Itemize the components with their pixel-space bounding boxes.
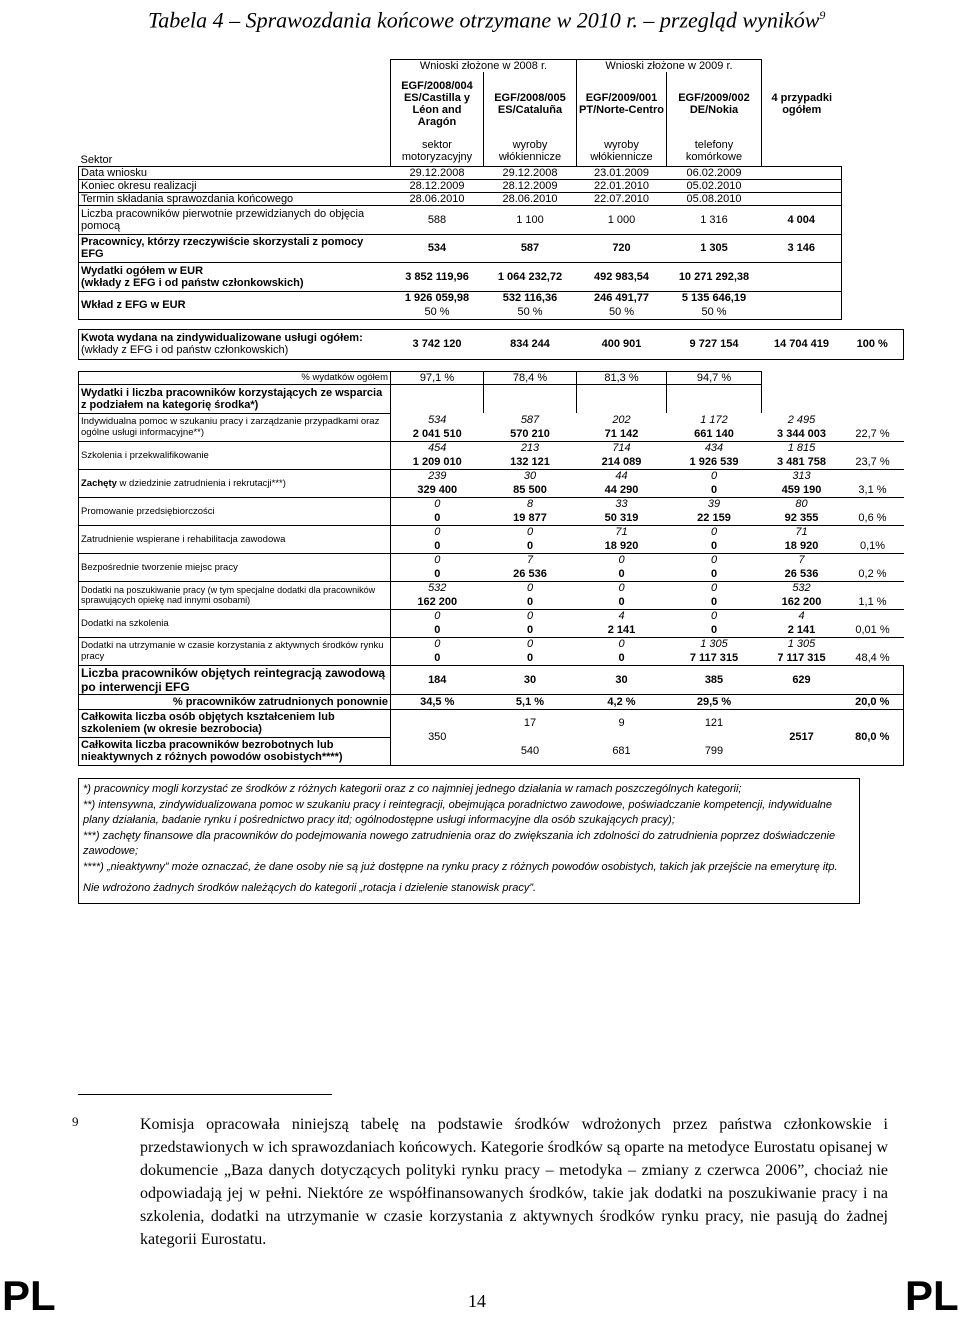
category-workers: 0 bbox=[526, 610, 534, 623]
group-2008: Wnioski złożone w 2008 r. bbox=[391, 60, 577, 73]
category-amount: 661 140 bbox=[667, 427, 762, 441]
reintegrated-total: 629 bbox=[762, 665, 842, 694]
merged-pct: 80,0 % bbox=[842, 709, 904, 765]
inactive-value: 540 bbox=[484, 737, 577, 765]
category-row bbox=[79, 525, 904, 539]
category-amount: 214 089 bbox=[577, 455, 667, 469]
spent-label-line2: (wkłady z EFG i od państw członkowskich) bbox=[81, 344, 289, 356]
category-pct: 3,1 % bbox=[842, 483, 904, 497]
note-text: „nieaktywny” może oznaczać, że dane osoby nie są już dostępne na rynku pracy z różnych powodów osobistych, takich jak przejście na emeryturę itp. bbox=[103, 860, 838, 873]
date-value: 06.02.2009 bbox=[667, 166, 762, 179]
category-amount-total: 3 344 003 bbox=[762, 427, 842, 441]
category-workers: 0 bbox=[618, 582, 625, 595]
category-amount: 0 bbox=[484, 623, 577, 637]
category-amount: 0 bbox=[484, 595, 577, 609]
category-label: Promowanie przedsiębiorczości bbox=[79, 497, 391, 525]
inactive-value: 799 bbox=[667, 737, 762, 765]
category-amount: 1 926 539 bbox=[667, 455, 762, 469]
category-amount: 329 400 bbox=[391, 483, 484, 497]
sector-4: telefony komórkowe bbox=[667, 136, 762, 166]
category-label: Dodatki na szkolenia bbox=[79, 609, 391, 637]
reintegrated-pct-value: 5,1 % bbox=[484, 694, 577, 709]
egf-value: 1 926 059,98 bbox=[404, 292, 470, 305]
category-label: Dodatki na poszukiwanie pracy (w tym specjalne dodatki dla pracowników sprawujących opiekę nad innymi osobami) bbox=[79, 581, 391, 609]
date-value: 23.01.2009 bbox=[577, 166, 667, 179]
note-text: zachęty finansowe dla pracowników do podejmowania nowego zatrudnienia oraz do zwiększania ich zdolności do zatrudnienia poprzez doświadczenie zawodowe; bbox=[83, 829, 836, 857]
reintegrated-value: 30 bbox=[577, 665, 667, 694]
sector-1: sektor motoryzacyjny bbox=[391, 136, 484, 166]
date-label: Termin składania sprawozdania końcowego bbox=[79, 192, 391, 205]
date-value: 05.02.2010 bbox=[667, 179, 762, 192]
category-workers: 44 bbox=[615, 470, 628, 483]
category-workers: 0 bbox=[710, 470, 718, 483]
spent-pct-value: 94,7 % bbox=[667, 371, 762, 384]
note-mark: *) bbox=[83, 783, 91, 795]
category-row bbox=[79, 469, 904, 483]
category-amount: 0 bbox=[391, 539, 484, 553]
category-amount: 0 bbox=[667, 539, 762, 553]
category-amount-total: 162 200 bbox=[762, 595, 842, 609]
egf-pct: 50 % bbox=[391, 305, 484, 319]
case-3: EGF/2009/001 PT/Norte-Centro bbox=[577, 72, 667, 136]
egf-value: 246 491,77 bbox=[593, 292, 650, 305]
category-label: Zatrudnienie wspierane i rehabilitacja zawodowa bbox=[79, 525, 391, 553]
category-workers: 434 bbox=[704, 442, 724, 455]
category-amount: 44 290 bbox=[577, 483, 667, 497]
category-amount: 18 920 bbox=[577, 539, 667, 553]
category-workers-total: 2 495 bbox=[787, 414, 816, 426]
category-pct: 0,2 % bbox=[842, 567, 904, 581]
note bbox=[83, 798, 855, 829]
breakdown-title: Wydatki i liczba pracowników korzystających ze wsparcia z podziałem na kategorię środka*) bbox=[79, 384, 391, 413]
training-row bbox=[79, 709, 904, 737]
note bbox=[83, 829, 855, 860]
reintegrated-pct-label: % pracowników zatrudnionych ponownie bbox=[79, 694, 391, 709]
category-amount-total: 2 141 bbox=[762, 623, 842, 637]
category-workers: 71 bbox=[615, 526, 628, 539]
category-amount: 85 500 bbox=[484, 483, 577, 497]
category-pct: 0,6 % bbox=[842, 511, 904, 525]
reintegrated-pct-row bbox=[79, 694, 904, 709]
category-workers-total: 1 815 bbox=[787, 442, 816, 455]
sector-row bbox=[79, 136, 904, 166]
date-value: 22.01.2010 bbox=[577, 179, 667, 192]
expenses-label-line2: (wkłady z EFG i od państw członkowskich) bbox=[81, 276, 304, 289]
page-number: 14 bbox=[468, 1291, 486, 1311]
category-amount: 0 bbox=[484, 539, 577, 553]
date-value: 29.12.2008 bbox=[391, 166, 484, 179]
category-workers: 0 bbox=[710, 582, 718, 595]
category-amount: 19 877 bbox=[484, 511, 577, 525]
category-label: Dodatki na utrzymanie w czasie korzystania z aktywnych środków rynku pracy bbox=[79, 637, 391, 665]
spent-value: 3 742 120 bbox=[391, 329, 484, 359]
used-value: 587 bbox=[484, 234, 577, 262]
date-row bbox=[79, 192, 904, 205]
category-workers: 0 bbox=[710, 610, 718, 623]
planned-value: 588 bbox=[391, 205, 484, 234]
planned-row bbox=[79, 205, 904, 234]
case-1: EGF/2008/004 ES/Castilla y Léon and Aragón bbox=[391, 72, 484, 136]
category-workers: 0 bbox=[434, 526, 441, 539]
expenses-value: 1 064 232,72 bbox=[484, 262, 577, 291]
category-pct: 1,1 % bbox=[842, 595, 904, 609]
category-workers-total: 80 bbox=[795, 498, 808, 511]
category-workers: 587 bbox=[520, 414, 540, 426]
spent-value: 400 901 bbox=[577, 329, 667, 359]
category-workers: 39 bbox=[707, 498, 721, 511]
category-amount: 0 bbox=[667, 595, 762, 609]
group-2009: Wnioski złożone w 2009 r. bbox=[577, 60, 762, 73]
header-groups-row bbox=[79, 60, 904, 73]
training-value: 17 bbox=[523, 717, 537, 730]
spent-pct: 100 % bbox=[842, 329, 904, 359]
footnote-divider bbox=[78, 1094, 332, 1095]
category-amount: 71 142 bbox=[577, 427, 667, 441]
category-workers: 0 bbox=[710, 554, 718, 567]
category-workers: 0 bbox=[618, 554, 625, 567]
planned-label: Liczba pracowników pierwotnie przewidzianych do objęcia pomocą bbox=[79, 205, 391, 234]
spent-row bbox=[79, 329, 904, 359]
date-value: 29.12.2008 bbox=[484, 166, 577, 179]
category-label: Szkolenia i przekwalifikowanie bbox=[79, 441, 391, 469]
date-row bbox=[79, 166, 904, 179]
category-amount: 22 159 bbox=[667, 511, 762, 525]
breakdown-title-row bbox=[79, 384, 904, 413]
category-pct: 23,7 % bbox=[842, 455, 904, 469]
category-label: Indywidualna pomoc w szukaniu pracy i zarządzanie przypadkami oraz ogólne usługi informacyjne**) bbox=[79, 413, 391, 441]
reintegrated-pct-value: 29,5 % bbox=[667, 694, 762, 709]
category-amount: 2 041 510 bbox=[391, 427, 484, 441]
category-row bbox=[79, 497, 904, 511]
egf-label: Wkład z EFG w EUR bbox=[79, 291, 391, 319]
category-workers: 454 bbox=[428, 442, 447, 455]
date-label: Data wniosku bbox=[79, 166, 391, 179]
note bbox=[83, 860, 855, 876]
category-amount: 0 bbox=[667, 623, 762, 637]
training-value: 9 bbox=[618, 717, 625, 730]
case-2: EGF/2008/005 ES/Cataluña bbox=[484, 72, 577, 136]
inactive-value: 681 bbox=[577, 737, 667, 765]
spent-label-line1: Kwota wydana na zindywidualizowane usługi ogółem: bbox=[81, 332, 363, 344]
reintegrated-pct-total: 20,0 % bbox=[842, 694, 904, 709]
category-amount: 0 bbox=[391, 567, 484, 581]
training-value: 121 bbox=[704, 717, 724, 730]
used-value: 1 305 bbox=[667, 234, 762, 262]
egf-row bbox=[79, 291, 904, 305]
training-label: Całkowita liczba osób objętych kształceniem lub szkoleniem (w okresie bezrobocia) bbox=[79, 709, 391, 737]
language-mark-right: PL bbox=[905, 1272, 959, 1319]
category-workers: 532 bbox=[428, 582, 447, 595]
category-amount: 0 bbox=[577, 651, 667, 665]
total-header: 4 przypadki ogółem bbox=[771, 92, 833, 116]
category-pct: 0,1% bbox=[842, 539, 904, 553]
category-amount: 162 200 bbox=[391, 595, 484, 609]
footnote-text: Komisja opracowała niniejszą tabelę na podstawie środków wdrożonych przez państwa członkowskie i przedstawionych w ich sprawozdaniach końcowych. Kategorie środków są oparte na metodyce Eurostatu opisanej w dokumencie „Baza danych dotyczących polityki rynku pracy – metodyka – zmiany z czerwca 2006”, chociaż nie odpowiadają jej w pełni. Niektóre ze współfinansowanych środków, takie jak dodatki na poszukiwanie pracy i na szkolenia, dodatki na utrzymanie w czasie korzystania z aktywnych środków rynku pracy, nie pasują do żadnej kategorii Eurostatu. bbox=[140, 1116, 888, 1248]
category-pct: 0,01 % bbox=[842, 623, 904, 637]
note bbox=[83, 782, 855, 798]
category-label bbox=[79, 469, 391, 497]
category-workers: 4 bbox=[618, 610, 625, 623]
language-mark-left: PL bbox=[2, 1272, 56, 1319]
date-value: 28.06.2010 bbox=[391, 192, 484, 205]
expenses-label-line1: Wydatki ogółem w EUR bbox=[81, 264, 204, 277]
egf-pct: 50 % bbox=[667, 305, 762, 319]
used-row bbox=[79, 234, 904, 262]
category-workers: 0 bbox=[434, 498, 441, 511]
expenses-value: 492 983,54 bbox=[577, 262, 667, 291]
spent-pct-value: 81,3 % bbox=[577, 371, 667, 384]
category-workers: 1 305 bbox=[700, 638, 728, 651]
expenses-label bbox=[79, 262, 391, 291]
category-workers: 0 bbox=[526, 582, 534, 595]
egf-pct: 50 % bbox=[484, 305, 577, 319]
category-workers: 534 bbox=[428, 414, 447, 426]
reintegrated-value: 30 bbox=[484, 665, 577, 694]
note-mark: ****) bbox=[83, 860, 104, 873]
category-amount: 0 bbox=[391, 511, 484, 525]
spent-total: 14 704 419 bbox=[762, 329, 842, 359]
category-workers: 0 bbox=[710, 526, 718, 539]
note-text: intensywna, zindywidualizowana pomoc w szukaniu pracy i reintegracji, obejmująca poradnictwo zawodowe, poświadczanie kompetencji, indywidualne plany działania, badanie rynku i pośrednictwo pracy itd; ogólnodostępne usługi informacyjne dla osób szukających pracy); bbox=[83, 798, 833, 826]
category-workers: 0 bbox=[434, 554, 441, 567]
egf-pct: 50 % bbox=[577, 305, 667, 319]
date-row bbox=[79, 179, 904, 192]
spent-pct-value: 97,1 % bbox=[391, 371, 484, 384]
category-workers: 8 bbox=[526, 498, 534, 511]
reintegrated-pct-value: 4,2 % bbox=[577, 694, 667, 709]
planned-total: 4 004 bbox=[762, 205, 842, 234]
reintegrated-value: 184 bbox=[391, 665, 484, 694]
category-amount: 26 536 bbox=[484, 567, 577, 581]
category-amount: 1 209 010 bbox=[391, 455, 484, 469]
header-cases-row bbox=[79, 72, 904, 136]
used-value: 720 bbox=[577, 234, 667, 262]
date-value: 28.06.2010 bbox=[484, 192, 577, 205]
category-amount: 7 117 315 bbox=[667, 651, 762, 665]
category-workers: 0 bbox=[618, 638, 625, 651]
category-amount: 132 121 bbox=[484, 455, 577, 469]
planned-value: 1 000 bbox=[577, 205, 667, 234]
merged-total: 2517 bbox=[762, 709, 842, 765]
spent-value: 834 244 bbox=[484, 329, 577, 359]
category-amount-total: 7 117 315 bbox=[762, 651, 842, 665]
table-notes bbox=[78, 778, 860, 904]
category-workers: 0 bbox=[434, 610, 441, 623]
category-amount: 2 141 bbox=[577, 623, 667, 637]
category-row bbox=[79, 413, 904, 427]
results-table bbox=[78, 59, 904, 766]
category-amount-total: 92 355 bbox=[762, 511, 842, 525]
used-total: 3 146 bbox=[762, 234, 842, 262]
spent-pct-row bbox=[79, 371, 904, 384]
category-amount-total: 3 481 758 bbox=[762, 455, 842, 469]
category-workers-total: 7 bbox=[798, 554, 805, 567]
sector-2: wyroby włókiennicze bbox=[484, 136, 577, 166]
category-pct: 22,7 % bbox=[842, 427, 904, 441]
category-amount: 0 bbox=[484, 651, 577, 665]
reintegrated-row bbox=[79, 665, 904, 694]
category-label: Bezpośrednie tworzenie miejsc pracy bbox=[79, 553, 391, 581]
category-workers-total: 532 bbox=[792, 582, 811, 595]
expenses-row bbox=[79, 262, 904, 291]
category-label-bold: Zachęty bbox=[81, 477, 117, 489]
category-workers-total: 1 305 bbox=[787, 638, 816, 651]
category-workers: 1 172 bbox=[700, 414, 728, 426]
category-amount: 0 bbox=[577, 595, 667, 609]
footnote-number: 9 bbox=[72, 1114, 79, 1129]
note-text: pracownicy mogli korzystać ze środków z różnych kategorii oraz z co najmniej jednego działania w ramach poszczególnych kategorii; bbox=[90, 783, 742, 795]
category-workers: 0 bbox=[526, 526, 534, 539]
category-amount-total: 18 920 bbox=[762, 539, 842, 553]
category-amount: 570 210 bbox=[484, 427, 577, 441]
reintegrated-label: Liczba pracowników objętych reintegracją zawodową po interwencji EFG bbox=[79, 665, 391, 694]
used-label: Pracownicy, którzy rzeczywiście skorzystali z pomocy EFG bbox=[79, 234, 391, 262]
egf-value: 5 135 646,19 bbox=[681, 292, 747, 305]
category-amount: 0 bbox=[391, 651, 484, 665]
category-amount: 0 bbox=[391, 623, 484, 637]
category-workers: 30 bbox=[523, 470, 537, 483]
spent-label bbox=[79, 329, 391, 359]
used-value: 534 bbox=[391, 234, 484, 262]
category-workers: 239 bbox=[428, 470, 447, 483]
category-workers: 7 bbox=[526, 554, 534, 567]
inactive-label: Całkowita liczba pracowników bezrobotnych lub nieaktywnych z różnych powodów osobistych****) bbox=[79, 737, 391, 765]
date-value: 22.07.2010 bbox=[577, 192, 667, 205]
sector-3: wyroby włókiennicze bbox=[577, 136, 667, 166]
planned-value: 1 100 bbox=[484, 205, 577, 234]
category-amount: 0 bbox=[667, 567, 762, 581]
sector-label: Sektor bbox=[80, 153, 113, 166]
reintegrated-value: 385 bbox=[667, 665, 762, 694]
note-mark: **) bbox=[83, 798, 96, 811]
category-label-rest: w dziedzinie zatrudnienia i rekrutacji***) bbox=[116, 477, 286, 489]
date-label: Koniec okresu realizacji bbox=[79, 179, 391, 192]
category-workers-total: 71 bbox=[795, 526, 808, 539]
category-row bbox=[79, 553, 904, 567]
category-workers: 202 bbox=[612, 414, 631, 426]
category-amount: 0 bbox=[577, 567, 667, 581]
category-workers-total: 313 bbox=[792, 470, 811, 483]
note-mark: ***) bbox=[83, 829, 100, 842]
category-workers: 0 bbox=[526, 638, 534, 651]
date-value: 28.12.2009 bbox=[391, 179, 484, 192]
spent-value: 9 727 154 bbox=[667, 329, 762, 359]
egf-value: 532 116,36 bbox=[502, 292, 558, 305]
category-amount-total: 26 536 bbox=[762, 567, 842, 581]
category-pct: 48,4 % bbox=[842, 651, 904, 665]
expenses-value: 3 852 119,96 bbox=[391, 262, 484, 291]
date-value: 05.08.2010 bbox=[667, 192, 762, 205]
category-row bbox=[79, 441, 904, 455]
merged-first: 350 bbox=[391, 709, 484, 765]
case-4: EGF/2009/002 DE/Nokia bbox=[667, 72, 762, 136]
category-workers: 33 bbox=[615, 498, 628, 511]
category-amount: 50 319 bbox=[577, 511, 667, 525]
spent-pct-label: % wydatków ogółem bbox=[79, 371, 391, 384]
category-workers: 714 bbox=[612, 442, 631, 455]
spent-pct-value: 78,4 % bbox=[484, 371, 577, 384]
reintegrated-pct-value: 34,5 % bbox=[391, 694, 484, 709]
category-amount-total: 459 190 bbox=[762, 483, 842, 497]
page-title: Tabela 4 – Sprawozdania końcowe otrzymane w 2010 r. – przegląd wyników$^9$ bbox=[148, 7, 826, 33]
category-row bbox=[79, 637, 904, 651]
category-row bbox=[79, 581, 904, 595]
category-workers: 213 bbox=[520, 442, 540, 455]
category-workers-total: 4 bbox=[798, 610, 805, 623]
category-row bbox=[79, 609, 904, 623]
planned-value: 1 316 bbox=[667, 205, 762, 234]
date-value: 28.12.2009 bbox=[484, 179, 577, 192]
category-amount: 0 bbox=[667, 483, 762, 497]
note-last: Nie wdrożono żadnych środków należących do kategorii „rotacja i dzielenie stanowisk pracy”. bbox=[83, 882, 537, 894]
category-workers: 0 bbox=[434, 638, 441, 651]
expenses-value: 10 271 292,38 bbox=[667, 262, 762, 291]
